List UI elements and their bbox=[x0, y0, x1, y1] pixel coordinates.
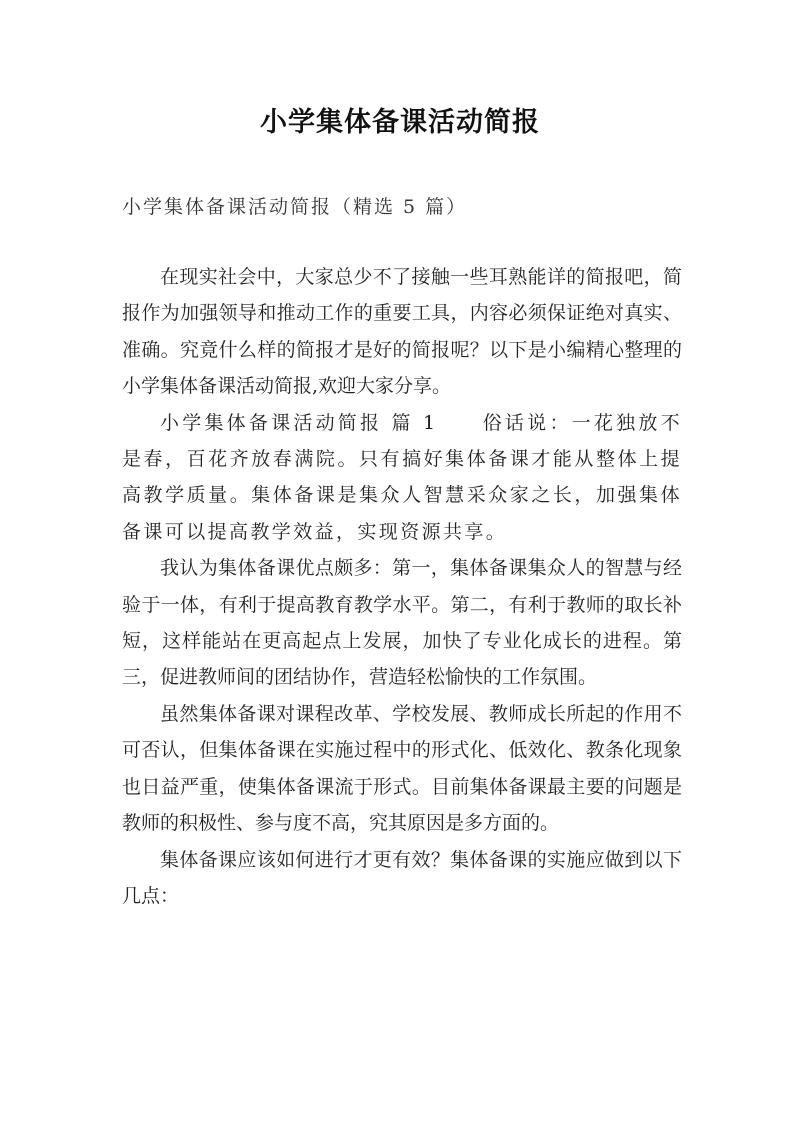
paragraph-advantages: 我认为集体备课优点颇多：第一，集体备课集众人的智慧与经验于一体，有利于提高教育教学水平。第二，有利于教师的取长补短，这样能站在更高起点上发展，加快了专业化成长的进程。第三，促进教师间的团结协作，营造轻松愉快的工作氛围。 bbox=[122, 557, 682, 689]
paragraph-problems: 虽然集体备课对课程改革、学校发展、教师成长所起的作用不可否认，但集体备课在实施过程中的形式化、低效化、教条化现象也日益严重，使集体备课流于形式。目前集体备课最主要的问题是教师的积极性、参与度不高，究其原因是多方面的。 bbox=[122, 702, 682, 835]
document-title: 小学集体备课活动简报 bbox=[260, 107, 540, 138]
document-body bbox=[122, 259, 682, 914]
paragraph-part-1: 小学集体备课活动简报 篇 1 俗话说：一花独放不是春，百花齐放春满院。只有搞好集体备课才能从整体上提高教学质量。集体备课是集众人智慧采众家之长，加强集体备课可以提高教学效益，实现资源共享。 bbox=[122, 411, 682, 543]
paragraph-how-to: 集体备课应该如何进行才更有效？集体备课的实施应做到以下几点： bbox=[122, 848, 682, 907]
paragraph-intro: 在现实社会中，大家总少不了接触一些耳熟能详的简报吧，简报作为加强领导和推动工作的重要工具，内容必须保证绝对真实、准确。究竟什么样的简报才是好的简报呢？以下是小编精心整理的小学集体备课活动简报,欢迎大家分享。 bbox=[122, 266, 682, 398]
document-subtitle: 小学集体备课活动简报（精选 5 篇） bbox=[122, 196, 468, 218]
